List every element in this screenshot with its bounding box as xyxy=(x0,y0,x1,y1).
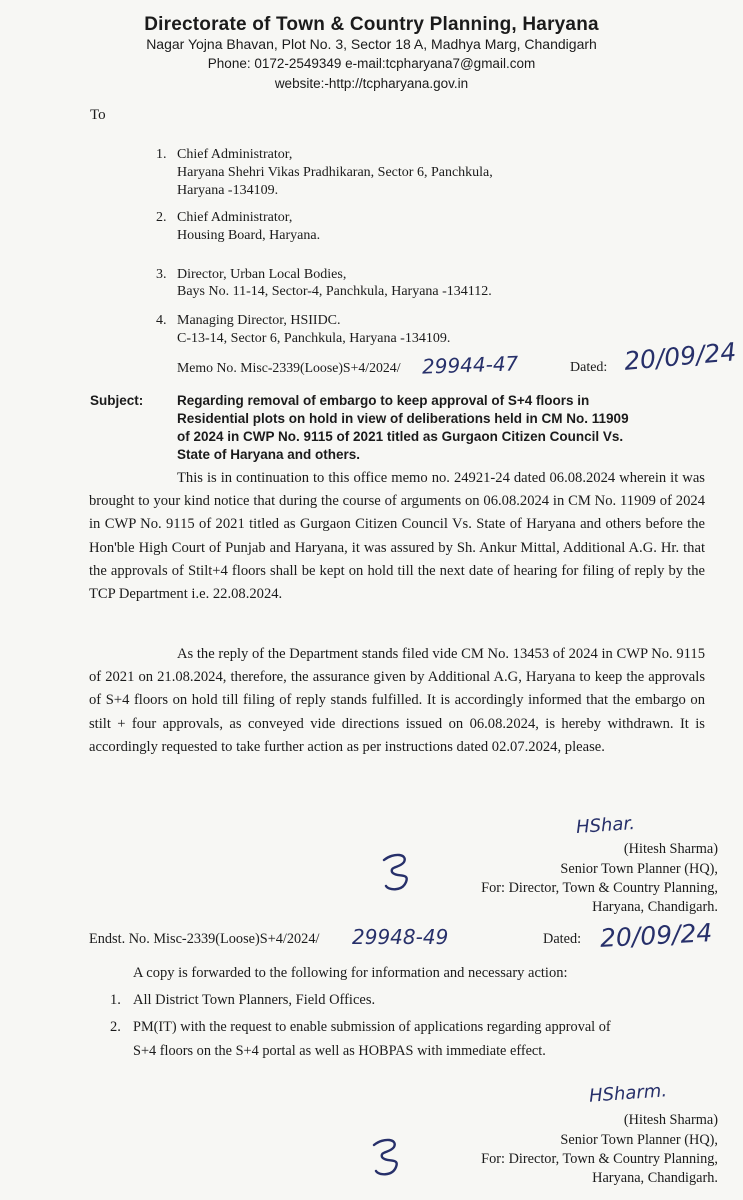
endst-dated-label: Dated: xyxy=(543,931,582,947)
subject-label: Subject: xyxy=(90,393,144,408)
endst-handwritten-date: 20/09/24 xyxy=(599,918,713,953)
letterhead-title: Directorate of Town & Country Planning, Haryana xyxy=(144,14,599,35)
letterhead-contact: Phone: 0172-2549349 e-mail:tcpharyana7@gmail.com xyxy=(207,56,536,71)
recipient-line: Haryana Shehri Vikas Pradhikaran, Sector 6, Panchkula, xyxy=(177,165,493,180)
subject-line: State of Haryana and others. xyxy=(177,447,361,462)
recipient-line: C-13-14, Sector 6, Panchkula, Haryana -134109. xyxy=(177,331,451,346)
copy-item-number: 2. xyxy=(110,1019,121,1035)
initials-mark-1 xyxy=(378,850,416,898)
signature-2-name: (Hitesh Sharma) xyxy=(623,1112,718,1128)
subject-line: Regarding removal of embargo to keep approval of S+4 floors in xyxy=(177,393,590,408)
signature-1-place: Haryana, Chandigarh. xyxy=(592,899,718,915)
copy-item-2-line: S+4 floors on the S+4 portal as well as HOBPAS with immediate effect. xyxy=(133,1043,546,1059)
signature-2-designation: Senior Town Planner (HQ), xyxy=(560,1132,718,1148)
recipient-line: Director, Urban Local Bodies, xyxy=(177,267,347,282)
signature-1-handwritten: HShar. xyxy=(575,812,636,839)
signature-1-for-line: For: Director, Town & Country Planning, xyxy=(481,880,718,896)
signature-2-handwritten: HSharm. xyxy=(588,1080,668,1107)
copy-item-2-line: PM(IT) with the request to enable submission of applications regarding approval of xyxy=(133,1019,611,1035)
recipient-number: 2. xyxy=(156,210,167,225)
endst-handwritten-number: 29948-49 xyxy=(352,925,449,949)
letterhead-address: Nagar Yojna Bhavan, Plot No. 3, Sector 18 A, Madhya Marg, Chandigarh xyxy=(146,36,597,52)
letterhead-website: website:-http://tcpharyana.gov.in xyxy=(274,76,469,91)
copy-item-1-text: All District Town Planners, Field Offices. xyxy=(133,992,376,1008)
signature-1-designation: Senior Town Planner (HQ), xyxy=(560,861,718,877)
body-paragraph-2: As the reply of the Department stands filed vide CM No. 13453 of 2024 in CWP No. 9115 of 2021 on 21.08.2024, therefore, the assurance given by Additional A.G, Haryana to keep the approvals of S+4 floors on hold till filing of reply stands fulfilled. It is accordingly informed that the embargo on stilt + four approvals, as conveyed vide directions issued on 06.08.2024, is hereby withdrawn. It is accordingly requested to take further action as per instructions dated 02.07.2024, please. xyxy=(89,646,705,755)
recipient-line: Housing Board, Haryana. xyxy=(177,228,321,243)
subject-line: of 2024 in CWP No. 9115 of 2021 titled as Gurgaon Citizen Council Vs. xyxy=(177,429,624,444)
copy-intro: A copy is forwarded to the following for information and necessary action: xyxy=(133,965,568,981)
subject-line: Residential plots on hold in view of deliberations held in CM No. 11909 xyxy=(177,411,629,426)
memo-handwritten-number: 29944-47 xyxy=(421,351,519,379)
initials-mark-2 xyxy=(368,1135,406,1183)
memo-handwritten-date: 20/09/24 xyxy=(622,337,738,376)
signature-2-place: Haryana, Chandigarh. xyxy=(592,1170,718,1186)
recipient-number: 4. xyxy=(156,313,167,328)
recipient-line: Haryana -134109. xyxy=(177,183,279,198)
recipient-line: Managing Director, HSIIDC. xyxy=(177,313,341,328)
to-label: To xyxy=(90,107,106,123)
recipient-number: 1. xyxy=(156,147,167,162)
body-paragraph-1: This is in continuation to this office memo no. 24921-24 dated 06.08.2024 wherein it was brought to your kind notice that during the course of arguments on 06.08.2024 in CM No. 11909 of 2024 in CWP No. 9115 of 2021 titled as Gurgaon Citizen Council Vs. State of Haryana and others before the Hon'ble High Court of Punjab and Haryana, it was assured by Sh. Ankur Mittal, Additional A.G. Hr. that the approvals of Stilt+4 floors shall be kept on hold till the next date of hearing for filing of reply by the TCP Department i.e. 22.08.2024. xyxy=(89,470,705,603)
recipient-line: Bays No. 11-14, Sector-4, Panchkula, Haryana -134112. xyxy=(177,284,492,299)
memo-dated-label: Dated: xyxy=(570,360,608,375)
recipient-number: 3. xyxy=(156,267,167,282)
signature-2-for-line: For: Director, Town & Country Planning, xyxy=(481,1151,718,1167)
recipient-line: Chief Administrator, xyxy=(177,147,293,162)
memo-number-label: Memo No. Misc-2339(Loose)S+4/2024/ xyxy=(177,360,401,375)
copy-item-number: 1. xyxy=(110,992,121,1008)
recipient-line: Chief Administrator, xyxy=(177,210,293,225)
endst-number-label: Endst. No. Misc-2339(Loose)S+4/2024/ xyxy=(89,931,320,947)
signature-1-name: (Hitesh Sharma) xyxy=(623,841,718,857)
